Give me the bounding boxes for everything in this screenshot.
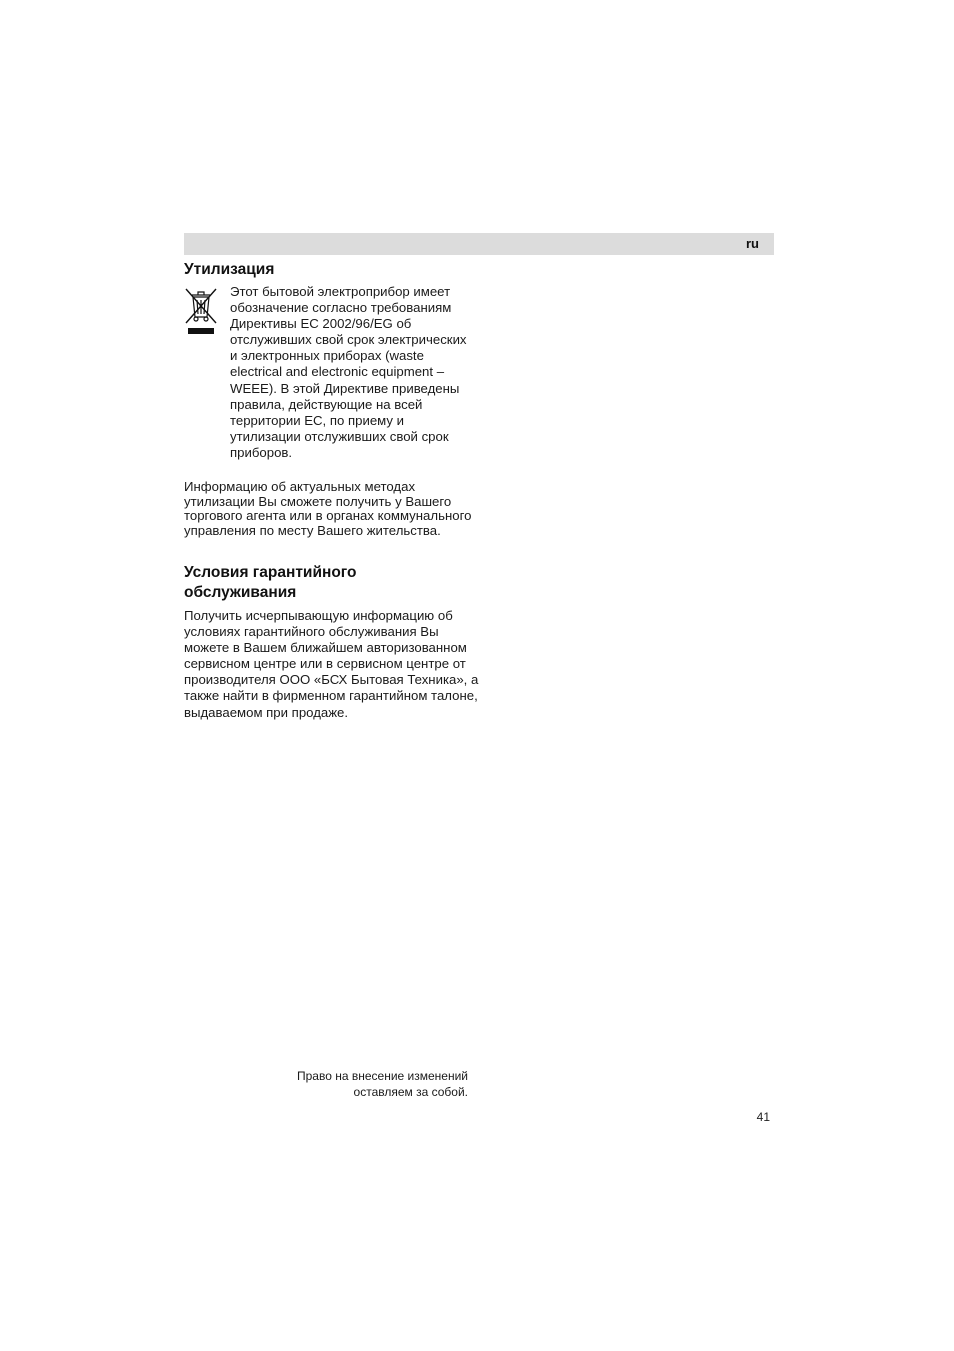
- warranty-text: Получить исчерпывающую информацию об условиях гарантийного обслуживания Вы можете в Вашем ближайшем авторизованном сервисном центре или в сервисном центре от производителя ООО «БСХ Бытовая Техника», а также найти в фирменном гарантийном талоне, выдаваемом при продаже.: [184, 608, 479, 720]
- language-code: ru: [746, 236, 759, 251]
- language-bar: [184, 233, 774, 255]
- disposal-info-text: Информацию об актуальных методах утилизации Вы сможете получить у Вашего торгового агента или в органах коммунального управления по месту Вашего жительства.: [184, 479, 472, 538]
- warranty-heading: Условия гарантийного обслуживания: [184, 564, 357, 601]
- changes-reserved-note: Право на внесение изменений оставляем за собой.: [296, 1069, 468, 1099]
- disposal-heading: Утилизация: [184, 261, 275, 278]
- weee-directive-text: Этот бытовой электроприбор имеет обозначение согласно требованиям Директивы ЕС 2002/96/EG об отслуживших свой срок электрических и электронных приборах (waste electrical and electronic equipment – WEEE). В этой Директиве приведены правила, действующие на всей территории ЕС, по приему и утилизации отслуживших свой срок приборов.: [230, 284, 467, 460]
- crossed-out-wheelie-bin-icon: [184, 287, 218, 337]
- page-number: 41: [756, 1110, 770, 1124]
